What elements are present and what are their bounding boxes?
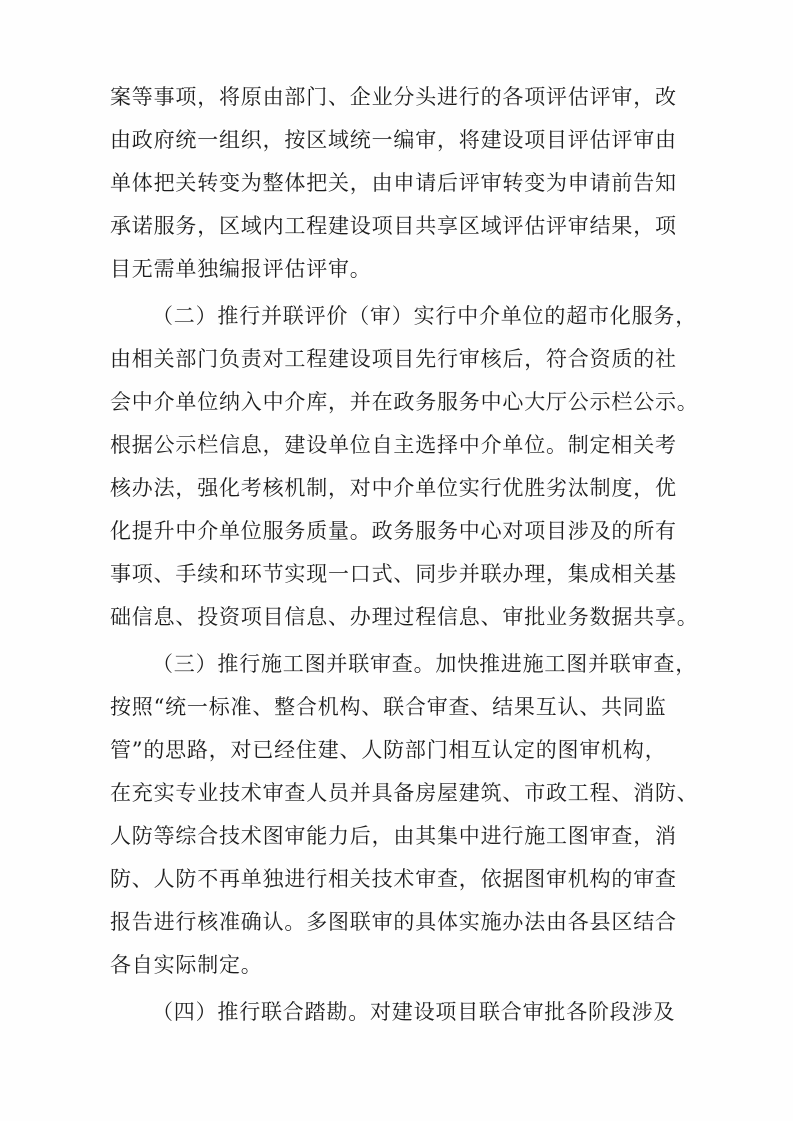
text-line: 目无需单独编报评估评审。	[110, 257, 372, 281]
paragraph-1-continued	[110, 76, 695, 291]
text-line: 各自实际制定。	[110, 953, 263, 977]
text-line: 化提升中介单位服务质量。政务服务中心对项目涉及的所有	[110, 519, 677, 543]
text-line: 由政府统一组织，按区域统一编审，将建设项目评估评审由	[110, 128, 677, 152]
text-line: 按照“统一标准、整合机构、联合审查、结果互认、共同监	[110, 695, 667, 719]
text-line: 承诺服务，区域内工程建设项目共享区域评估评审结果，项	[110, 214, 677, 238]
text-line: 防、人防不再单独进行相关技术审查，依据图审机构的审查	[110, 867, 677, 891]
text-line: 在充实专业技术审查人员并具备房屋建筑、市政工程、消防、	[110, 781, 699, 805]
text-line: 事项、手续和环节实现一口式、同步并联办理，集成相关基	[110, 562, 677, 586]
text-line: 会中介单位纳入中介库，并在政务服务中心大厅公示栏公示。	[110, 390, 699, 414]
text-line: 管”的思路，对已经住建、人防部门相互认定的图审机构，	[110, 738, 667, 762]
text-line: 础信息、投资项目信息、办理过程信息、审批业务数据共享。	[110, 605, 699, 629]
paragraph-section-4	[110, 991, 695, 1034]
text-line: 人防等综合技术图审能力后，由其集中进行施工图审查，消	[110, 824, 677, 848]
text-line: 案等事项，将原由部门、企业分头进行的各项评估评审，改	[110, 85, 677, 109]
text-line: 单体把关转变为整体把关，由申请后评审转变为申请前告知	[110, 171, 677, 195]
text-line: （二）推行并联评价（审）实行中介单位的超市化服务，	[152, 304, 697, 328]
paragraph-section-3	[110, 643, 699, 987]
text-line: 由相关部门负责对工程建设项目先行审核后，符合资质的社	[110, 347, 677, 371]
text-line: 报告进行核准确认。多图联审的具体实施办法由各县区结合	[110, 910, 677, 934]
text-line: （四）推行联合踏勘。对建设项目联合审批各阶段涉及	[152, 1000, 676, 1024]
body-text	[110, 76, 699, 1034]
text-line: （三）推行施工图并联审查。加快推进施工图并联审查，	[152, 652, 697, 676]
text-line: 核办法，强化考核机制，对中介单位实行优胜劣汰制度，优	[110, 476, 677, 500]
text-line: 根据公示栏信息，建设单位自主选择中介单位。制定相关考	[110, 433, 677, 457]
paragraph-section-2	[110, 295, 699, 639]
